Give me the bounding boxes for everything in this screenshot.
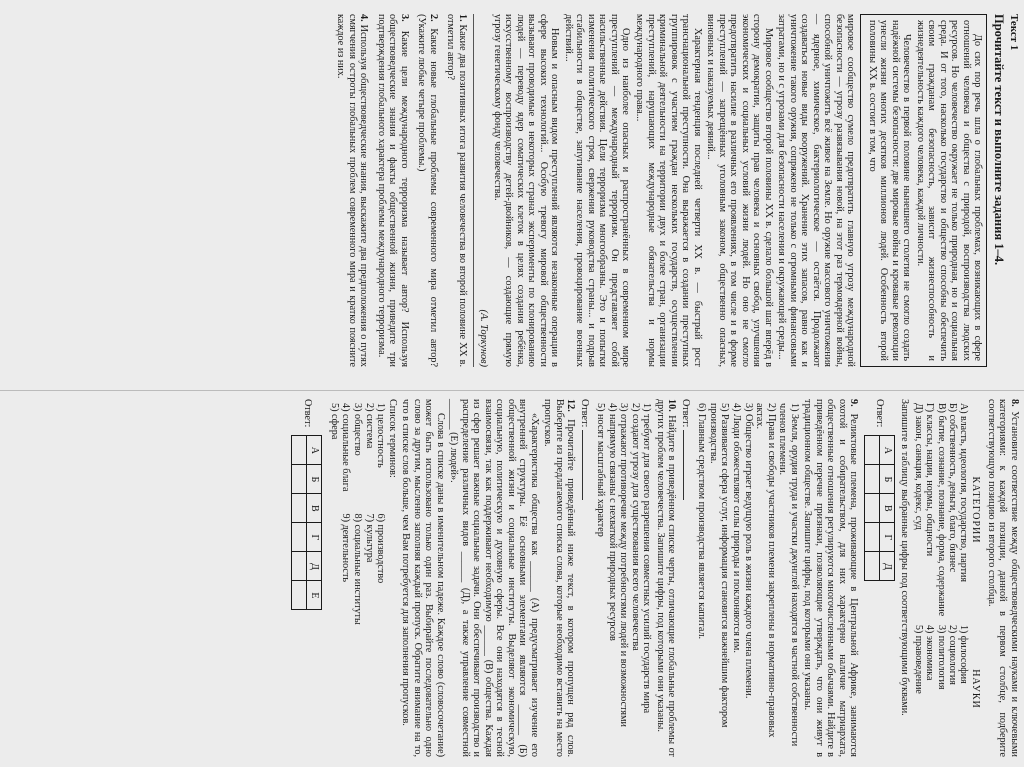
answer-letter: Г — [880, 523, 895, 552]
science-item: 2) социология — [946, 624, 958, 685]
question-text: Какие цели международного терроризма называет автор? Используя обществоведческие знания и факты общественной жизни, приведите три подтверждения глобального характера проблемы международного терроризма. — [375, 14, 410, 368]
term-item: 6) производство — [375, 513, 387, 584]
text-paragraph: мировое сообщество сумело предотвратить главную угрозу международной безопасности — угрозу развязывания новой, на этот раз термоядерной войны, способной уничтожить всё живое на Земле. Но оружие массового уничтожения — ядерное, химическое, бактериологическое — остаётся. Продолжают создаваться новые виды вооружений. Хранение этих запасов, равно как и уничтожение такого оружия, сопряжено не только с огромными финансовыми затратами, но и с угрозами для безопасности населения и окружающей среды... — [776, 14, 857, 367]
terms-list — [340, 510, 386, 625]
list-item: 2) создают угрозу для существования всего человечества — [629, 403, 641, 651]
answer-row — [578, 399, 592, 757]
list-item: 1) Земля, орудия труда и участки джунглей находятся в частной собственности членов племени. — [777, 403, 800, 747]
question-number: 4. — [358, 14, 370, 22]
task-header: Текст 1 — [1008, 14, 1020, 51]
answer-letter: В — [307, 494, 322, 523]
answer-row — [864, 399, 895, 757]
text-paragraph: Новым и опасным видом преступлений являются незаконные операции в сфере высоких технологий... Особую тревогу мировой общественности вызывают проводимые в некоторых странах эксперименты по клонированию людей — переводу ядер соматических клеток в целях создания ребёнка, искусственному воспроизводству детей-двойников, — создающие прямую угрозу генетическому фонду человечества. — [491, 14, 561, 367]
question-text: Какие два позитивных итога развития человечества во второй половине XX в. отметил автор? — [445, 14, 468, 367]
term-item: 7) культура — [363, 513, 375, 563]
answer-label: Ответ: — [874, 399, 886, 428]
list-item: 5) Развивается сфера услуг, информация становится важнейшим фактором производства. — [707, 403, 731, 728]
options-list — [696, 399, 800, 757]
list-instructions: Слова в списке даны в именительном падеже. Каждое слово (словосочетание) может быть использовано только один раз. Выбирайте последовательно одно слово за другим, мысленно заполняя каждый пропуск. Обратите внимание на то, что в списке слов больше, чем Вам потребуется для заполнения пропусков. — [400, 399, 446, 757]
category-item: Д) закон, санкция, кодекс, суд — [912, 403, 924, 530]
list-item: 2) Права и свободы участников племени закреплены в нормативно-правовых актах. — [754, 403, 777, 738]
task-text: Найдите в приведённом списке черты, отличающие глобальные проблемы от других проблем человечества. Запишите цифры, под которыми они указаны. — [654, 399, 678, 758]
terms-list — [328, 399, 386, 492]
category-item: В) бытие, сознание, познание, форма, содержание — [935, 403, 947, 617]
text-paragraph: Мировое сообщество второй половины XX в. сделало большой шаг вперёд в сторону демократии, защиты прав человека и основных свобод, улучшения экономических и социальных условий жизни людей. Но оно не смогло предотвратить насилие в различных его проявлениях, в том числе и в форме преступлений — запрещённых уголовным законом, общественно опасных, виновных и наказуемых деяний... — [705, 14, 774, 367]
gap-passage: «Характеристика общества как ______ (А) предусматривает изучение его внутренней структуры. Её основными элементами являются ______ (Б) общественной жизни и социальные институты. Выделяют экономическую, социальную, политическую и духовную сферы. Все они находятся в тесной взаимосвязи, так как поддерживают необходимую ______ (В) общества. Каждая из сфер решает важные социальные задачи. Они обеспечивают производство и распределение различных видов ______ (Д), а также управление совместной ______ (Е) людей». — [448, 399, 540, 757]
question-4 — [335, 14, 370, 367]
answer-line[interactable] — [582, 430, 592, 500]
task-10 — [654, 399, 677, 757]
answer-label: Ответ: — [679, 399, 691, 428]
task-number: 9. — [848, 399, 860, 407]
text-author: (А. Торкунов) — [478, 309, 490, 367]
task-text: Прочитайте приведённый ниже текст, в котором пропущен ряд слов. Выберите из предлагаемого списка слова, которые необходимо вставить на место пропусков. — [542, 399, 577, 758]
question-number: 3. — [398, 14, 410, 22]
list-item: 3) Общество играет ведущую роль в жизни каждого члена племени. — [742, 403, 754, 699]
answer-letter: В — [880, 494, 895, 523]
category-item: А) власть, идеология, государство, партия — [958, 403, 970, 582]
answer-row — [679, 399, 693, 757]
question-number: 1. — [456, 14, 468, 22]
term-item: 8) социальные институты — [352, 513, 364, 625]
text-column — [0, 0, 1024, 375]
sciences-header: НАУКИ — [970, 669, 982, 709]
box-paragraph: Человечество в первой половине нынешнего столетия не смогло создать надёжной системы безопасности: две мировые войны и кровавые революции унесли жизни многих десятков миллионов людей. Особенность второй половины XX в. состоит в том, что — [866, 20, 913, 361]
task-title: Прочитайте текст и выполните задания 1–4. — [991, 14, 1006, 266]
answer-label: Ответ: — [578, 399, 590, 428]
task-number: 8. — [1009, 399, 1020, 407]
categories-header: КАТЕГОРИИ — [970, 476, 982, 544]
task-12 — [542, 399, 577, 757]
list-item: 4) напрямую связаны с нехваткой природных ресурсов — [606, 403, 618, 641]
answer-line[interactable] — [683, 430, 693, 500]
answer-letter: Е — [307, 581, 322, 610]
text-paragraph: Одно из наиболее опасных и распространённых в современном мире преступлений — международный терроризм. Он представляет собой насильственные действия. Цели терроризма многообразны. Это и попытки изменения политического строя, свержения руководства страны... и подрыв стабильности в обществе, запугивание населения, провоцирование военных действий... — [562, 14, 632, 367]
list-item: 3) отражают противоречие между потребностями людей и возможностями — [618, 403, 630, 727]
text-paragraph: Характерная тенденция последней четверти XX в. — быстрый рост транснациональной преступности. Она выражается в создании преступных группировок с участием граждан нескольких государств, осуществлении криминальной деятельности на территории двух и более стран, организации преступлений, нарушающих международные обязательства и нормы международного права... — [634, 14, 703, 367]
category-item: Г) классы, нации, нормы, общности — [924, 403, 936, 557]
answer-cell[interactable] — [865, 436, 880, 465]
science-item: 4) экономика — [924, 624, 936, 681]
science-item: 1) философия — [958, 624, 970, 684]
term-item: 1) целостность — [375, 403, 387, 468]
answer-cell[interactable] — [292, 465, 307, 494]
list-item: 4) Люди обожествляют силы природы и поклоняются им. — [731, 403, 742, 653]
answer-grid — [864, 435, 895, 581]
answer-letter: Д — [880, 552, 895, 581]
answer-cell[interactable] — [292, 581, 307, 610]
list-item: 5) носят масштабный характер — [595, 403, 607, 537]
options-list — [595, 399, 653, 757]
science-item: 3) политология — [935, 624, 947, 690]
answer-letter: Д — [307, 552, 322, 581]
task-8 — [985, 399, 1020, 757]
answer-cell[interactable] — [292, 494, 307, 523]
answer-cell[interactable] — [865, 523, 880, 552]
term-item: 2) система — [363, 403, 375, 449]
task-number: 12. — [565, 399, 577, 412]
tasks-column — [0, 390, 1024, 767]
term-item: 9) деятельность — [340, 513, 352, 583]
framed-text — [860, 14, 987, 367]
list-item: 1) требуют для своего разрешения совместных усилий государств мира — [641, 403, 653, 714]
answer-letter: Б — [880, 465, 895, 494]
answer-letter: А — [880, 436, 895, 465]
box-paragraph: До сих пор речь шла о глобальных проблемах, возникающих в сфере отношений человека и общества с природой, воспроизводства людских ресурсов. Но человечество окружает не только природная, но и социальная среда. И от того, насколько государство и общество способны обеспечить своим гражданам безопасность, зависит жизнеспособность и жизнедеятельность каждого человека, каждой личности. — [914, 20, 984, 361]
answer-cell[interactable] — [865, 494, 880, 523]
answer-cell[interactable] — [292, 552, 307, 581]
term-item: 4) социальные блага — [340, 403, 352, 492]
task-9 — [802, 399, 860, 757]
question-text: Используя обществоведческие знания, выскажите два предположения о путях смягчения остроты глобальных проблем современного мира и кратко поясните каждое из них. — [335, 14, 370, 368]
terms-header: Список терминов: — [386, 399, 398, 478]
answer-grid — [291, 435, 322, 610]
question-3 — [375, 14, 410, 367]
list-item: 6) Главным средством производства является капитал. — [696, 403, 708, 640]
task-text: Установите соответствие между обществоведческими науками и ключевыми категориями: к каждой позиции, данной в первом столбце, подберите соответствующую позицию из второго столбца. — [985, 399, 1020, 758]
answer-row — [291, 399, 322, 757]
answer-cell[interactable] — [865, 465, 880, 494]
answer-cell[interactable] — [292, 436, 307, 465]
answer-letter: Б — [307, 465, 322, 494]
answer-cell[interactable] — [292, 523, 307, 552]
task-text: Реликтовые племена, проживающие в Центральной Африке, занимаются охотой и собирательством, для них характерно наличие матриархата, общественные отношения регулируются многочисленными обычаями. Найдите в приведённом перечне признаки, позволяющие утверждать, что они живут в традиционном обществе. Запишите цифры, под которыми они указаны. — [802, 399, 860, 757]
question-1 — [445, 14, 468, 367]
answer-letter: Г — [307, 523, 322, 552]
answer-cell[interactable] — [865, 552, 880, 581]
matching-table — [913, 399, 983, 757]
term-item: 3) общество — [352, 403, 364, 456]
answer-label: Ответ: — [301, 399, 313, 428]
term-item: 5) сфера — [328, 403, 340, 440]
science-item: 5) правоведение — [912, 624, 924, 694]
question-text: Какие новые глобальные проблемы современного мира отметил автор? (Укажите любые четыре проблемы.) — [416, 14, 439, 367]
answer-letter: А — [307, 436, 322, 465]
task-instruction: Запишите в таблицу выбранные цифры под соответствующими буквами. — [898, 399, 910, 716]
category-item: Б) собственность, деньги, благо, бизнес — [946, 403, 958, 573]
question-number: 2. — [427, 14, 439, 22]
question-2 — [416, 14, 439, 367]
task-number: 10. — [666, 399, 678, 412]
